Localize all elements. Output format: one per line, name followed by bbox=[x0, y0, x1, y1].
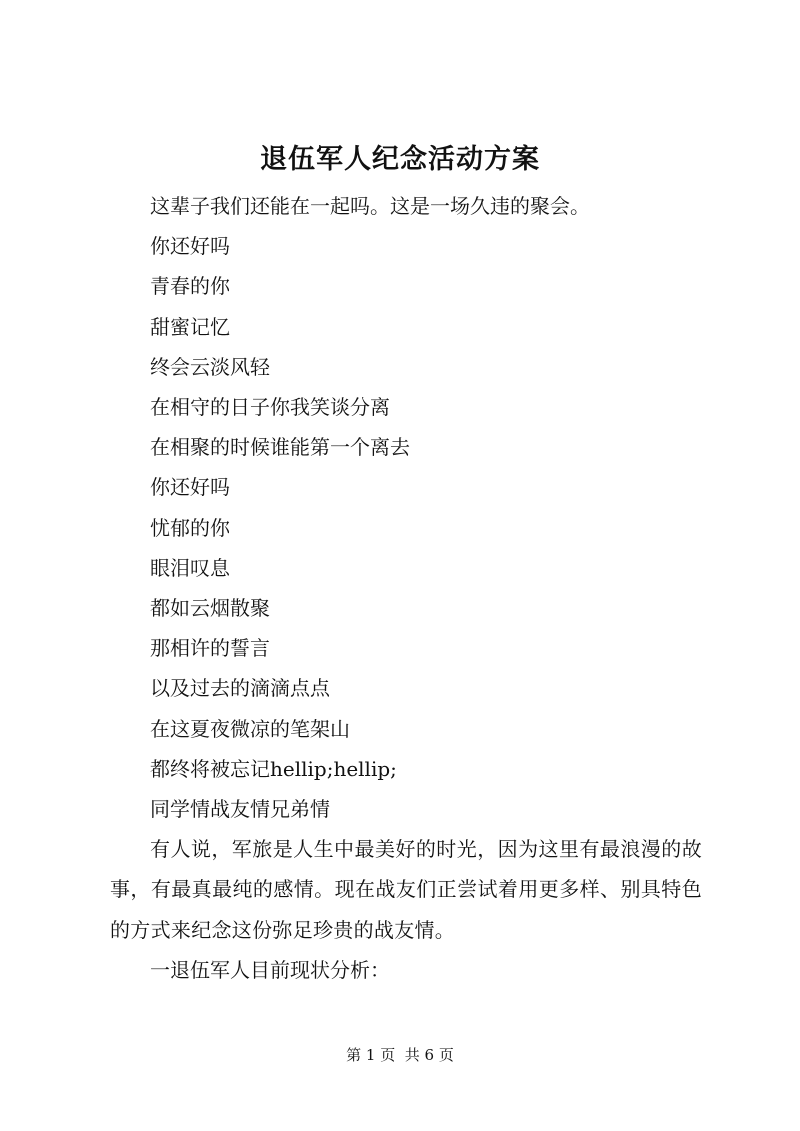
text-line: 终会云淡风轻 bbox=[150, 354, 270, 379]
text-line: 都如云烟散聚 bbox=[150, 596, 270, 621]
text-line: 都终将被忘记hellip;hellip; bbox=[150, 756, 397, 781]
page-footer bbox=[0, 1044, 800, 1066]
text-line: 同学情战友情兄弟情 bbox=[150, 797, 330, 822]
text-line: 你还好吗 bbox=[150, 475, 230, 500]
text-line: 青春的你 bbox=[150, 274, 230, 299]
text-line: 眼泪叹息 bbox=[150, 555, 230, 580]
section-heading: 一退伍军人目前现状分析： bbox=[150, 957, 390, 982]
text-line: 在相聚的时候谁能第一个离去 bbox=[150, 435, 410, 460]
text-line: 在相守的日子你我笑谈分离 bbox=[150, 395, 390, 420]
body-paragraph: 有人说，军旅是人生中最美好的时光，因为这里有最浪漫的故事，有最真最纯的感情。现在战友们正尝试着用更多样、别具特色的方式来纪念这份弥足珍贵的战友情。 bbox=[110, 837, 702, 942]
text-line: 忧郁的你 bbox=[150, 515, 230, 540]
page-number-label: 第 1 页 共 6 页 bbox=[346, 1046, 454, 1064]
document-title: 退伍军人纪念活动方案 bbox=[260, 144, 540, 175]
text-line: 甜蜜记忆 bbox=[150, 314, 230, 339]
text-line: 你还好吗 bbox=[150, 234, 230, 259]
text-line: 以及过去的滴滴点点 bbox=[150, 676, 330, 701]
document-body bbox=[110, 186, 702, 990]
text-line: 在这夏夜微凉的笔架山 bbox=[150, 716, 350, 741]
text-line: 这辈子我们还能在一起吗。这是一场久违的聚会。 bbox=[150, 194, 590, 218]
text-line: 那相许的誓言 bbox=[150, 636, 270, 661]
